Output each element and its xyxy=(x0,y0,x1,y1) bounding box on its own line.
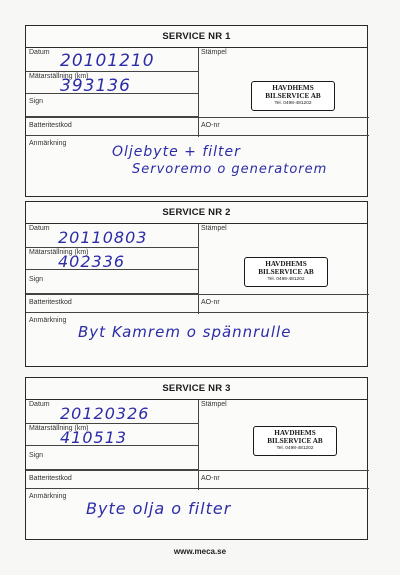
remark-line1: Byte olja o filter xyxy=(86,499,232,518)
stamp-line2: BILSERVICE AB xyxy=(258,268,314,276)
service-title: SERVICE NR 2 xyxy=(26,202,367,224)
service-card-3 xyxy=(25,377,368,540)
km-cell xyxy=(26,424,198,446)
ao-nr-label: AO-nr xyxy=(201,475,220,482)
km-value: 402336 xyxy=(58,252,126,271)
ao-nr-label: AO-nr xyxy=(201,299,220,306)
service-card-1 xyxy=(25,25,368,197)
datum-label: Datum xyxy=(29,401,50,408)
stampel-label: Stämpel xyxy=(201,225,227,232)
km-cell xyxy=(26,248,198,270)
stamp-area xyxy=(198,224,369,294)
stamp-line3: Tel. 0498-481202 xyxy=(276,446,314,451)
km-label: Mätarställning (km) xyxy=(29,73,89,80)
batteritestkod-label: Batteritestkod xyxy=(29,299,72,306)
batteritestkod-label: Batteritestkod xyxy=(29,475,72,482)
stampel-label: Stämpel xyxy=(201,401,227,408)
stamp-line2: BILSERVICE AB xyxy=(265,92,321,100)
sign-label: Sign xyxy=(29,276,44,283)
stamp-line1: HAVDHEMS xyxy=(265,260,307,268)
stamp-line3: Tel. 0498-481202 xyxy=(274,101,312,106)
service-title: SERVICE NR 1 xyxy=(26,26,367,48)
footer-url[interactable]: www.meca.se xyxy=(173,547,227,556)
remark-cell xyxy=(26,313,369,368)
datum-label: Datum xyxy=(29,225,50,232)
batteritestkod-label: Batteritestkod xyxy=(29,122,72,129)
datum-value: 20110803 xyxy=(58,228,148,247)
stamp-area xyxy=(198,400,369,470)
sign-cell xyxy=(26,270,198,294)
datum-cell xyxy=(26,400,198,424)
stampel-label: Stämpel xyxy=(201,49,227,56)
km-label: Mätarställning (km) xyxy=(29,249,89,256)
km-value: 393136 xyxy=(60,76,131,96)
battery-row xyxy=(26,294,369,313)
remark-cell xyxy=(26,489,369,541)
anmarkning-label: Anmärkning xyxy=(29,493,67,500)
sign-cell xyxy=(26,94,198,117)
remark-cell xyxy=(26,136,369,198)
company-stamp xyxy=(244,257,328,287)
remark-line1: Oljebyte + filter xyxy=(112,144,241,160)
battery-row xyxy=(26,470,369,489)
stamp-area xyxy=(198,48,369,117)
stamp-line1: HAVDHEMS xyxy=(274,429,316,437)
stamp-line2: BILSERVICE AB xyxy=(267,437,323,445)
anmarkning-label: Anmärkning xyxy=(29,140,67,147)
battery-row xyxy=(26,117,369,136)
company-stamp xyxy=(251,81,335,111)
service-title: SERVICE NR 3 xyxy=(26,378,367,400)
sign-label: Sign xyxy=(29,98,44,105)
datum-cell xyxy=(26,224,198,248)
datum-value: 20120326 xyxy=(60,404,150,423)
stamp-line3: Tel. 0498-481202 xyxy=(267,277,305,282)
datum-label: Datum xyxy=(29,49,50,56)
remark-line1: Byt Kamrem o spännrulle xyxy=(78,323,292,341)
km-label: Mätarställning (km) xyxy=(29,425,89,432)
remark-line2: Servoremo o generatorem xyxy=(132,162,328,177)
km-cell xyxy=(26,72,198,94)
datum-value: 20101210 xyxy=(60,51,155,71)
company-stamp xyxy=(253,426,337,456)
service-card-2 xyxy=(25,201,368,367)
stamp-line1: HAVDHEMS xyxy=(272,84,314,92)
km-value: 410513 xyxy=(60,428,128,447)
ao-nr-label: AO-nr xyxy=(201,122,220,129)
datum-cell xyxy=(26,48,198,72)
sign-cell xyxy=(26,446,198,470)
anmarkning-label: Anmärkning xyxy=(29,317,67,324)
sign-label: Sign xyxy=(29,452,44,459)
